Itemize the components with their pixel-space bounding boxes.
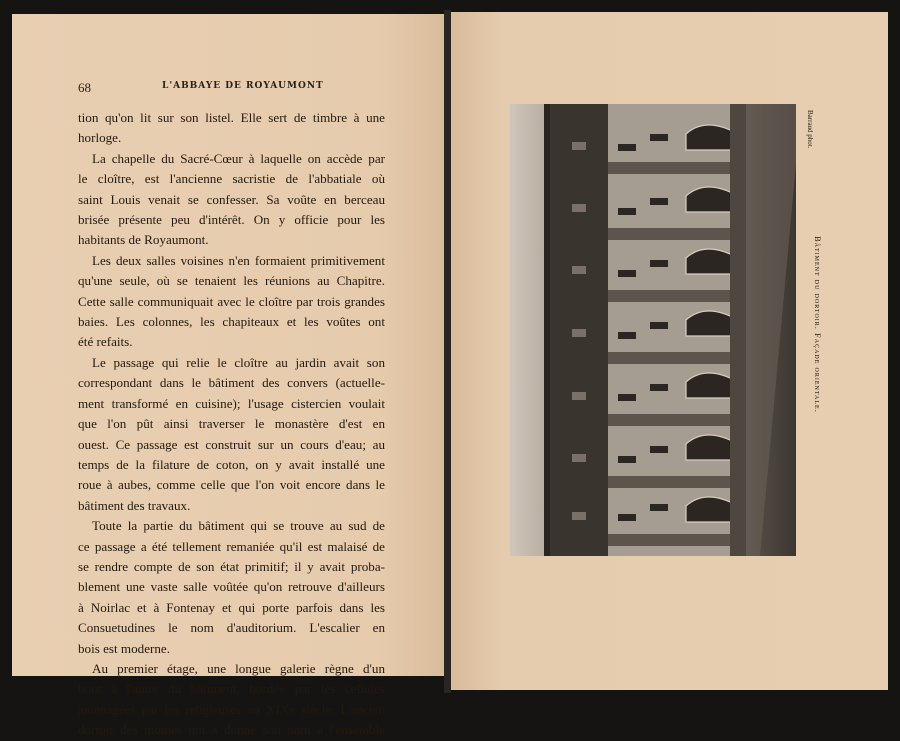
photo-caption — [812, 236, 824, 456]
text-line: Consuetudines le nom d'auditorium. L'escalier en — [78, 620, 385, 636]
text-line: saint Louis venait se confesser. Sa voûte en berceau — [78, 191, 385, 207]
text-line: Toute la partie du bâtiment qui se trouve au sud de — [92, 518, 385, 534]
text-line: habitants de Royaumont. — [78, 232, 209, 248]
text-line: correspondant dans le bâtiment des convers (actuelle- — [78, 375, 385, 391]
text-line: Cette salle communiquait avec le cloître par trois grandes — [78, 293, 385, 309]
text-line: La chapelle du Sacré-Cœur à laquelle on accède par — [92, 150, 385, 166]
text-line: Le passage qui relie le cloître au jardin avait son — [92, 354, 385, 370]
book-gutter — [444, 10, 451, 693]
text-line: temps de la filature de coton, on y avait installé une — [78, 456, 385, 472]
text-line: Les deux salles voisines n'en formaient primitivement — [92, 252, 385, 268]
text-line: été refaits. — [78, 334, 133, 350]
text-line: qu'une seule, où se tenaient les réunions au Chapitre. — [78, 273, 385, 289]
photograph-dormitory-facade — [510, 104, 796, 556]
text-line: horloge. — [78, 130, 122, 146]
page-number: 68 — [78, 80, 91, 95]
text-line: le cloître, est l'ancienne sacristie de l'abbatiale où — [78, 171, 385, 187]
text-line: bâtiment des travaux. — [78, 497, 191, 513]
text-line: blement une vaste salle voûtée qu'on retrouve d'ailleurs — [78, 579, 385, 595]
photo-caption-text: Bâtiment du dortoir. Façade orientale. — [813, 236, 823, 413]
text-line: aménagées par les religieuses au XIXe siècle. L'ancien — [78, 701, 385, 717]
running-title: L'ABBAYE DE ROYAUMONT — [162, 81, 324, 91]
text-line: brisée présente peu d'intérêt. On y officie pour les — [78, 212, 385, 228]
text-line: ouest. Ce passage est construit sur un cours d'eau; au — [78, 436, 385, 452]
text-line: que l'on pût ainsi traverser le monastère d'est en — [78, 416, 385, 432]
text-line: à Noirlac et à Fontenay et qui porte parfois dans les — [78, 599, 385, 615]
running-header — [78, 80, 384, 98]
text-line: bois est moderne. — [78, 640, 171, 656]
photo-drawing — [510, 104, 796, 556]
text-line: roue à aubes, comme celle que l'on voit encore dans le — [78, 477, 385, 493]
text-line: Au premier étage, une longue galerie règne d'un — [92, 660, 385, 676]
text-line: se rendre compte de son état primitif; il y avait proba- — [78, 558, 385, 574]
photo-credit-text: Barraud phot. — [806, 110, 814, 149]
text-line: dortoir des moines qui a donné son nom à l'ensemble — [78, 722, 385, 738]
text-line: ment transformé en cuisine); l'usage cistercien voulait — [78, 395, 385, 411]
text-line: ce passage a été tellement remaniée qu'il est malaisé de — [78, 538, 385, 554]
body-text — [78, 108, 385, 741]
photo-credit — [806, 110, 816, 190]
text-line: baies. Les colonnes, les chapiteaux et les voûtes ont — [78, 314, 385, 330]
text-line: tion qu'on lit sur son listel. Elle sert de timbre à une — [78, 110, 385, 125]
text-line: bout à l'autre du bâtiment, bordée par les cellules — [78, 681, 385, 697]
